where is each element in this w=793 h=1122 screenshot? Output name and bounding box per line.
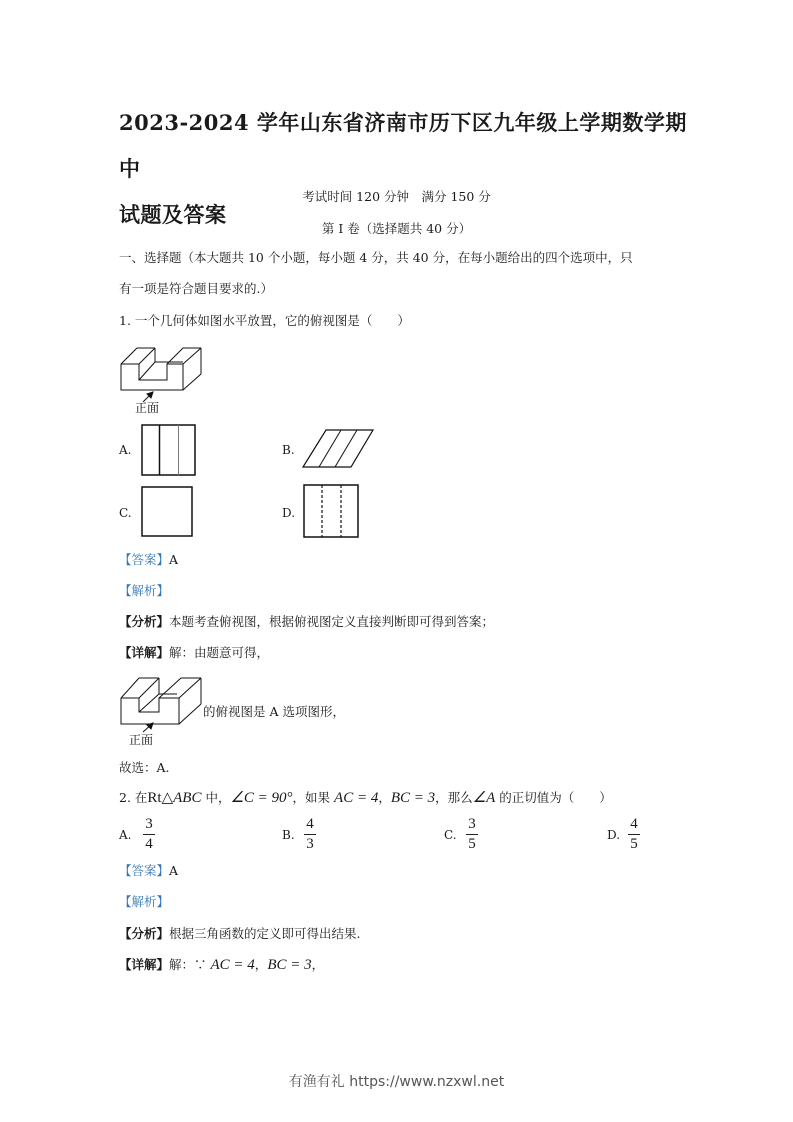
answer-tag: 【答案】 xyxy=(119,552,170,567)
question-2-stem: 2. 在Rt△ABC 中，∠C = 90°，如果 AC = 4，BC = 3，那么∠A 的正切值为（ ） xyxy=(119,790,612,806)
question-1-stem: 1. 一个几何体如图水平放置，它的俯视图是（ ） xyxy=(119,313,410,328)
q2-option-a-fraction[interactable]: 3 4 xyxy=(143,816,155,853)
footer-watermark: 有渔有礼 https://www.nzxwl.net xyxy=(288,1074,505,1090)
xiangjie-text: 解：由题意可得， xyxy=(169,645,270,660)
q1-option-c-label[interactable]: C. xyxy=(119,506,132,520)
question-1-solid-figure xyxy=(119,340,204,415)
q1-fenxi xyxy=(119,614,494,630)
q1-option-c-figure[interactable] xyxy=(141,486,194,538)
part-title: 第 I 卷（选择题共 40 分） xyxy=(321,221,472,236)
q1-option-b-label[interactable]: B. xyxy=(282,443,295,457)
fenxi-text: 本题考查俯视图，根据俯视图定义直接判断即可得到答案； xyxy=(169,614,495,629)
q1-option-d-figure[interactable] xyxy=(303,484,360,539)
q1-option-a-label[interactable]: A. xyxy=(119,443,132,457)
title-line-2: 试题及答案 xyxy=(119,202,227,227)
svg-text:正面: 正面 xyxy=(135,401,160,415)
q2-option-b-label[interactable]: B. xyxy=(282,828,295,842)
q1-analysis-tag: 【解析】 xyxy=(119,583,170,598)
answer-value: A xyxy=(169,552,179,567)
fenxi-text: 根据三角函数的定义即可得出结果. xyxy=(169,926,361,941)
q1-option-b-figure[interactable] xyxy=(302,429,376,469)
answer-tag: 【答案】 xyxy=(119,863,170,878)
section-instructions-2: 有一项是符合题目要求的.） xyxy=(119,281,273,296)
q1-answer xyxy=(119,552,178,568)
document-title xyxy=(119,100,689,238)
q2-fenxi xyxy=(119,926,361,942)
q2-answer xyxy=(119,863,178,879)
q1-inline-figure-text: 的俯视图是 A 选项图形， xyxy=(203,704,345,719)
q2-analysis-tag: 【解析】 xyxy=(119,894,170,909)
q2-xiangjie: 【详解】解：∵ AC = 4，BC = 3， xyxy=(119,957,325,973)
xiangjie-tag: 【详解】 xyxy=(119,645,170,660)
q2-option-d-label[interactable]: D. xyxy=(607,828,621,842)
q2-option-a-label[interactable]: A. xyxy=(119,828,132,842)
q2-option-b-fraction[interactable]: 4 3 xyxy=(304,816,316,853)
fenxi-tag: 【分析】 xyxy=(119,926,170,941)
q2-option-c-fraction[interactable]: 3 5 xyxy=(466,816,478,853)
svg-text:正面: 正面 xyxy=(129,733,154,747)
answer-value: A xyxy=(169,863,179,878)
q1-solution-solid-figure xyxy=(119,674,204,746)
section-instructions-1: 一、选择题（本大题共 10 个小题，每小题 4 分，共 40 分，在每小题给出的四个选项中，只 xyxy=(119,250,633,265)
xiangjie-tag: 【详解】 xyxy=(119,957,170,972)
fenxi-tag: 【分析】 xyxy=(119,614,170,629)
q1-option-d-label[interactable]: D. xyxy=(282,506,296,520)
q1-conclusion: 故选：A. xyxy=(119,760,170,775)
q1-option-a-figure[interactable] xyxy=(141,424,197,476)
q2-option-d-fraction[interactable]: 4 5 xyxy=(628,816,640,853)
q1-xiangjie xyxy=(119,645,269,661)
exam-info: 考试时间 120 分钟 满分 150 分 xyxy=(302,189,491,204)
q2-option-c-label[interactable]: C. xyxy=(444,828,457,842)
title-line-1: 2023-2024 学年山东省济南市历下区九年级上学期数学期中 xyxy=(119,110,687,181)
